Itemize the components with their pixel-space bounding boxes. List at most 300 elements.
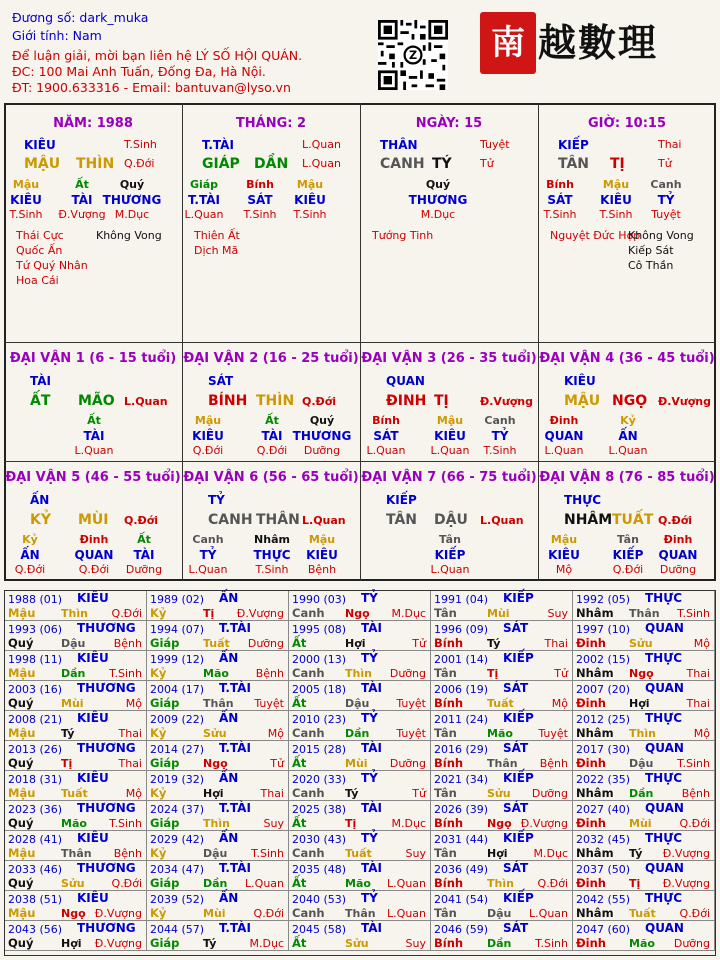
year-cell[interactable]: [5, 681, 147, 711]
year-cell[interactable]: [573, 741, 715, 771]
contact-line-1: Để luận giải, mời bạn liên hệ LÝ SỐ HỘI QUÁN.: [12, 48, 303, 63]
heavenly-stem: GIÁP: [202, 156, 240, 172]
year-stem: Mậu: [8, 606, 36, 620]
year-branch: Sửu: [487, 787, 511, 800]
year-god: KIẾP: [503, 591, 534, 605]
year-branch: Ngọ: [203, 757, 228, 770]
year-stage: L.Quan: [387, 907, 426, 920]
luck-branch: DẬU: [434, 512, 468, 528]
year-stem: Quý: [8, 636, 34, 650]
year-cell[interactable]: [431, 621, 573, 651]
luck-hidden-stem: Đinh: [549, 414, 579, 427]
year-stem: Canh: [292, 786, 325, 800]
year-label: 2013 (26): [8, 743, 63, 756]
contact-phone-email: ĐT: 1900.633316 - Email: bantuvan@lyso.vn: [12, 80, 291, 95]
year-god: THƯƠNG: [77, 621, 136, 635]
year-cell[interactable]: [573, 651, 715, 681]
year-stage: Q.Đới: [537, 877, 568, 890]
year-cell[interactable]: [289, 621, 431, 651]
year-stem: Đinh: [576, 636, 606, 650]
luck-hidden-stage: Q.Đới: [78, 563, 110, 576]
year-cell[interactable]: [431, 711, 573, 741]
year-branch: Dần: [345, 727, 370, 740]
year-god: KIÊU: [77, 591, 109, 605]
year-god: THƯƠNG: [77, 921, 136, 935]
year-god: KIẾP: [503, 891, 534, 905]
luck-hidden-stage: Q.Đới: [192, 444, 224, 457]
luck-branch-stage: L.Quan: [302, 514, 346, 527]
year-cell[interactable]: [431, 891, 573, 921]
year-cell[interactable]: [289, 591, 431, 621]
year-label: 1991 (04): [434, 593, 489, 606]
year-god: ẤN: [219, 831, 239, 845]
year-cell[interactable]: [5, 921, 147, 951]
year-label: 2030 (43): [292, 833, 347, 846]
year-branch: Mùi: [61, 697, 84, 710]
luck-hidden-stage: L.Quan: [430, 563, 470, 576]
year-branch: Hợi: [487, 847, 508, 860]
year-god: T.TÀI: [219, 741, 251, 755]
year-branch: Mão: [61, 817, 87, 830]
luck-period-title: ĐẠI VẬN 5 (46 - 55 tuổi): [5, 470, 181, 485]
earthly-branch: DẦN: [254, 156, 289, 172]
year-cell[interactable]: [431, 861, 573, 891]
year-branch: Hợi: [61, 937, 82, 950]
year-stage: Tử: [412, 637, 426, 650]
luck-stem-god: QUAN: [386, 374, 425, 388]
year-stem: Kỷ: [150, 666, 167, 680]
year-label: 2004 (17): [150, 683, 205, 696]
year-cell[interactable]: [573, 831, 715, 861]
year-label: 1990 (03): [292, 593, 347, 606]
year-branch: Tị: [203, 607, 215, 620]
year-label: 2038 (51): [8, 893, 63, 906]
year-god: KIẾP: [503, 771, 534, 785]
year-branch: Mão: [487, 727, 513, 740]
year-stem: Quý: [8, 756, 34, 770]
hidden-stem: Canh: [650, 178, 682, 191]
year-label: 2035 (48): [292, 863, 347, 876]
shensha-star: Tứ Quý Nhân: [16, 259, 88, 272]
luck-period-title: ĐẠI VẬN 6 (56 - 65 tuổi): [183, 470, 359, 485]
luck-hidden-stem: Bính: [372, 414, 400, 427]
year-branch: Sửu: [203, 727, 227, 740]
year-label: 1997 (10): [576, 623, 631, 636]
year-cell[interactable]: [431, 831, 573, 861]
year-cell[interactable]: [573, 801, 715, 831]
year-god: KIÊU: [77, 771, 109, 785]
luck-branch: TỊ: [434, 393, 449, 409]
year-branch: Dậu: [203, 847, 228, 860]
luck-hidden-stage: L.Quan: [188, 563, 228, 576]
year-cell[interactable]: [431, 681, 573, 711]
year-god: KIÊU: [77, 891, 109, 905]
year-stem: Quý: [8, 936, 34, 950]
year-label: 2032 (45): [576, 833, 631, 846]
year-stage: Mộ: [125, 697, 142, 710]
luck-stem: MẬU: [564, 393, 601, 409]
pillar-stem-god: T.TÀI: [202, 138, 234, 152]
year-branch: Dần: [203, 877, 228, 890]
year-stage: Mộ: [693, 637, 710, 650]
year-cell[interactable]: [147, 801, 289, 831]
pillar-title: GIỜ: 10:15: [588, 116, 666, 131]
hidden-god: TÀI: [71, 193, 93, 207]
year-stage: Suy: [405, 937, 426, 950]
year-cell[interactable]: [147, 741, 289, 771]
year-stem: Giáp: [150, 816, 180, 830]
year-label: 1998 (11): [8, 653, 63, 666]
luck-hidden-god: KIÊU: [548, 548, 580, 562]
year-stage: Bệnh: [113, 637, 142, 650]
year-stem: Kỷ: [150, 906, 167, 920]
year-stage: Đ.Vượng: [520, 817, 568, 830]
luck-period-title: ĐẠI VẬN 8 (76 - 85 tuổi): [539, 470, 715, 485]
year-branch: Mão: [203, 667, 229, 680]
year-branch: Tuất: [629, 907, 656, 920]
hidden-stage: Đ.Vượng: [58, 208, 106, 221]
luck-hidden-stem: Mậu: [550, 533, 578, 546]
year-stem: Ất: [292, 756, 307, 770]
year-cell[interactable]: [5, 621, 147, 651]
year-cell[interactable]: [5, 861, 147, 891]
year-stem: Đinh: [576, 816, 606, 830]
luck-hidden-god: QUAN: [74, 548, 114, 562]
year-branch: Dậu: [61, 637, 86, 650]
luck-hidden-stage: L.Quan: [544, 444, 584, 457]
year-cell[interactable]: [5, 741, 147, 771]
year-stem: Nhâm: [576, 846, 614, 860]
year-god: QUAN: [645, 861, 684, 875]
year-branch: Tuất: [487, 697, 514, 710]
year-label: 2001 (14): [434, 653, 489, 666]
pillar-title: THÁNG: 2: [235, 116, 307, 131]
year-cell[interactable]: [5, 711, 147, 741]
year-branch: Mão: [629, 937, 655, 950]
year-god: THƯƠNG: [77, 861, 136, 875]
year-branch: Dậu: [345, 697, 370, 710]
luck-hidden-stage: Bệnh: [307, 563, 337, 576]
year-label: 2021 (34): [434, 773, 489, 786]
year-branch: Thân: [487, 757, 518, 770]
brand-logo: 越數理: [538, 20, 659, 65]
year-label: 2019 (32): [150, 773, 205, 786]
year-cell[interactable]: [573, 921, 715, 951]
year-stage: Đ.Vượng: [662, 847, 710, 860]
year-god: THƯƠNG: [77, 801, 136, 815]
year-label: 2026 (39): [434, 803, 489, 816]
year-god: T.TÀI: [219, 681, 251, 695]
year-label: 2045 (58): [292, 923, 347, 936]
year-cell[interactable]: [147, 891, 289, 921]
year-cell[interactable]: [147, 771, 289, 801]
luck-stem: CANH: [208, 512, 253, 528]
luck-hidden-stem: Ất: [137, 533, 151, 546]
year-cell[interactable]: [289, 831, 431, 861]
year-cell[interactable]: [573, 771, 715, 801]
year-stem: Tân: [434, 786, 457, 800]
year-branch: Dần: [629, 787, 654, 800]
year-god: QUAN: [645, 801, 684, 815]
hidden-god: TỶ: [657, 193, 675, 207]
year-god: TÀI: [361, 801, 383, 815]
luck-hidden-stem: Mậu: [436, 414, 464, 427]
year-stem: Bính: [434, 636, 464, 650]
year-label: 2003 (16): [8, 683, 63, 696]
year-branch: Tị: [345, 817, 357, 830]
year-label: 2018 (31): [8, 773, 63, 786]
grid-divider: [4, 461, 716, 462]
year-cell[interactable]: [289, 651, 431, 681]
year-branch: Mùi: [487, 607, 510, 620]
year-cell[interactable]: [5, 831, 147, 861]
hidden-stage: T.Sinh: [543, 208, 577, 221]
year-god: KIÊU: [77, 831, 109, 845]
year-label: 2015 (28): [292, 743, 347, 756]
year-label: 2029 (42): [150, 833, 205, 846]
year-stage: Dưỡng: [247, 637, 284, 650]
year-cell[interactable]: [431, 591, 573, 621]
year-cell[interactable]: [289, 921, 431, 951]
year-stem: Kỷ: [150, 846, 167, 860]
year-cell[interactable]: [573, 621, 715, 651]
year-cell[interactable]: [289, 801, 431, 831]
year-cell[interactable]: [431, 771, 573, 801]
year-god: TỶ: [361, 771, 378, 785]
year-stem: Nhâm: [576, 906, 614, 920]
year-label: 2000 (13): [292, 653, 347, 666]
year-branch: Tý: [487, 637, 501, 650]
year-cell[interactable]: [573, 591, 715, 621]
luck-hidden-god: ẤN: [618, 429, 638, 443]
year-cell[interactable]: [289, 771, 431, 801]
year-stem: Ất: [292, 816, 307, 830]
year-branch: Hợi: [203, 787, 224, 800]
year-label: 2023 (36): [8, 803, 63, 816]
year-stage: T.Sinh: [109, 817, 142, 830]
year-label: 2005 (18): [292, 683, 347, 696]
year-branch: Tị: [61, 757, 73, 770]
year-god: KIÊU: [77, 711, 109, 725]
year-stage: Đ.Vượng: [662, 877, 710, 890]
luck-hidden-god: SÁT: [373, 429, 399, 443]
year-stage: Thai: [118, 757, 142, 770]
year-branch: Thìn: [203, 817, 230, 830]
year-god: SÁT: [503, 621, 529, 635]
luck-hidden-stage: L.Quan: [608, 444, 648, 457]
year-god: THỰC: [645, 831, 683, 845]
year-label: 2044 (57): [150, 923, 205, 936]
year-cell[interactable]: [147, 921, 289, 951]
year-stage: L.Quan: [387, 877, 426, 890]
year-cell[interactable]: [147, 831, 289, 861]
year-cell[interactable]: [289, 861, 431, 891]
luck-stem-god: KIÊU: [564, 374, 596, 388]
hidden-stem: Ất: [75, 178, 89, 191]
year-cell[interactable]: [573, 861, 715, 891]
year-stem: Bính: [434, 696, 464, 710]
year-stem: Mậu: [8, 726, 36, 740]
branch-stage: Tử: [480, 157, 494, 170]
luck-stem: KỶ: [30, 512, 51, 528]
year-label: 1996 (09): [434, 623, 489, 636]
year-stage: Thai: [260, 787, 284, 800]
luck-hidden-stage: Q.Đới: [14, 563, 46, 576]
luck-stem: BÍNH: [208, 393, 248, 409]
grid-divider: [4, 342, 716, 343]
year-cell[interactable]: [147, 711, 289, 741]
luck-branch-stage: Q.Đới: [658, 514, 693, 527]
hidden-god: KIÊU: [294, 193, 326, 207]
year-branch: Tị: [629, 877, 641, 890]
year-cell[interactable]: [289, 711, 431, 741]
year-stage: M.Dục: [533, 847, 568, 860]
year-god: SÁT: [503, 921, 529, 935]
year-cell[interactable]: [5, 771, 147, 801]
year-stage: Bệnh: [113, 847, 142, 860]
year-branch: Sửu: [345, 937, 369, 950]
year-cell[interactable]: [573, 681, 715, 711]
hidden-god: KIÊU: [10, 193, 42, 207]
owner-name: Đương số: dark_muka: [12, 10, 149, 25]
year-god: TỶ: [361, 591, 378, 605]
luck-branch: NGỌ: [612, 393, 648, 409]
luck-hidden-god: TÀI: [133, 548, 155, 562]
year-cell[interactable]: [431, 801, 573, 831]
heavenly-stem: CANH: [380, 156, 425, 172]
year-label: 2031 (44): [434, 833, 489, 846]
luck-hidden-stage: Dưỡng: [125, 563, 163, 576]
year-cell[interactable]: [147, 591, 289, 621]
year-god: THỰC: [645, 891, 683, 905]
shensha-star: Dịch Mã: [194, 244, 239, 257]
year-god: KIÊU: [77, 651, 109, 665]
earthly-branch: TÝ: [432, 156, 452, 172]
hidden-stage: Tuyệt: [651, 208, 681, 221]
year-cell[interactable]: [147, 861, 289, 891]
year-branch: Ngọ: [61, 907, 86, 920]
luck-hidden-stem: Đinh: [663, 533, 693, 546]
hidden-stem: Bính: [546, 178, 574, 191]
luck-hidden-god: THỰC: [253, 548, 291, 562]
year-stage: Đ.Vượng: [94, 907, 142, 920]
hidden-god: THƯƠNG: [408, 193, 468, 207]
year-stem: Mậu: [8, 846, 36, 860]
year-cell[interactable]: [573, 891, 715, 921]
pillar-title: NGÀY: 15: [415, 116, 483, 131]
year-label: 2012 (25): [576, 713, 631, 726]
luck-hidden-stage: Mộ: [555, 563, 573, 576]
year-stem: Kỷ: [150, 786, 167, 800]
hidden-stem: Mậu: [602, 178, 630, 191]
year-god: TÀI: [361, 861, 383, 875]
year-god: ẤN: [219, 591, 239, 605]
year-cell[interactable]: [431, 741, 573, 771]
branch-stage: Tử: [658, 157, 672, 170]
year-label: 2008 (21): [8, 713, 63, 726]
luck-stem: ĐINH: [386, 393, 427, 409]
year-stage: Dưỡng: [389, 667, 426, 680]
year-stem: Giáp: [150, 756, 180, 770]
year-god: THƯƠNG: [77, 681, 136, 695]
year-branch: Ngọ: [629, 667, 654, 680]
hidden-god: SÁT: [547, 193, 573, 207]
year-cell[interactable]: [147, 651, 289, 681]
year-stage: Suy: [263, 817, 284, 830]
hidden-god: SÁT: [247, 193, 273, 207]
hidden-stage: T.Sinh: [243, 208, 277, 221]
year-stem: Giáp: [150, 636, 180, 650]
year-branch: Sửu: [629, 637, 653, 650]
year-branch: Tý: [345, 787, 359, 800]
year-cell[interactable]: [289, 681, 431, 711]
luck-stem-god: KIẾP: [386, 493, 417, 507]
year-cell[interactable]: [147, 621, 289, 651]
year-stem: Quý: [8, 816, 34, 830]
hidden-stem: Bính: [246, 178, 274, 191]
year-branch: Tý: [629, 847, 643, 860]
year-cell[interactable]: [289, 741, 431, 771]
year-stage: L.Quan: [245, 877, 284, 890]
year-stage: Thai: [686, 667, 710, 680]
year-branch: Thìn: [61, 607, 88, 620]
year-stem: Quý: [8, 876, 34, 890]
hidden-stage: L.Quan: [184, 208, 224, 221]
year-god: QUAN: [645, 621, 684, 635]
year-cell[interactable]: [573, 711, 715, 741]
pillar-title: NĂM: 1988: [53, 116, 133, 131]
year-branch: Thìn: [345, 667, 372, 680]
year-stem: Bính: [434, 756, 464, 770]
year-cell[interactable]: [5, 591, 147, 621]
year-label: 2027 (40): [576, 803, 631, 816]
year-cell[interactable]: [5, 891, 147, 921]
pillar-life-stage: L.Quan: [302, 138, 341, 151]
luck-hidden-god: KIÊU: [306, 548, 338, 562]
year-cell[interactable]: [431, 921, 573, 951]
luck-hidden-god: TỶ: [491, 429, 509, 443]
year-branch: Mùi: [203, 907, 226, 920]
luck-branch-stage: Q.Đới: [124, 514, 159, 527]
luck-stem-god: TÀI: [30, 374, 52, 388]
year-god: THỰC: [645, 711, 683, 725]
year-label: 2022 (35): [576, 773, 631, 786]
qr-code-icon[interactable]: [378, 20, 448, 90]
year-label: 1989 (02): [150, 593, 205, 606]
year-cell[interactable]: [5, 651, 147, 681]
year-cell[interactable]: [5, 801, 147, 831]
year-god: T.TÀI: [219, 921, 251, 935]
year-cell[interactable]: [147, 681, 289, 711]
year-stage: Mộ: [267, 727, 284, 740]
year-stage: Q.Đới: [111, 877, 142, 890]
year-stem: Nhâm: [576, 786, 614, 800]
pillar-life-stage: Tuyệt: [480, 138, 510, 151]
year-branch: Dậu: [629, 757, 654, 770]
year-cell[interactable]: [431, 651, 573, 681]
year-cell[interactable]: [289, 891, 431, 921]
luck-branch-stage: Đ.Vượng: [480, 395, 534, 408]
luck-hidden-god: QUAN: [544, 429, 584, 443]
luck-hidden-stage: L.Quan: [366, 444, 406, 457]
contact-address: ĐC: 100 Mai Anh Tuấn, Đống Đa, Hà Nội.: [12, 64, 266, 79]
year-stem: Mậu: [8, 786, 36, 800]
year-stage: T.Sinh: [535, 937, 568, 950]
hidden-god: T.TÀI: [188, 193, 220, 207]
luck-hidden-god: TÀI: [261, 429, 283, 443]
qr-center-label: Z: [408, 49, 418, 63]
shensha-star: Không Vong: [96, 229, 162, 242]
